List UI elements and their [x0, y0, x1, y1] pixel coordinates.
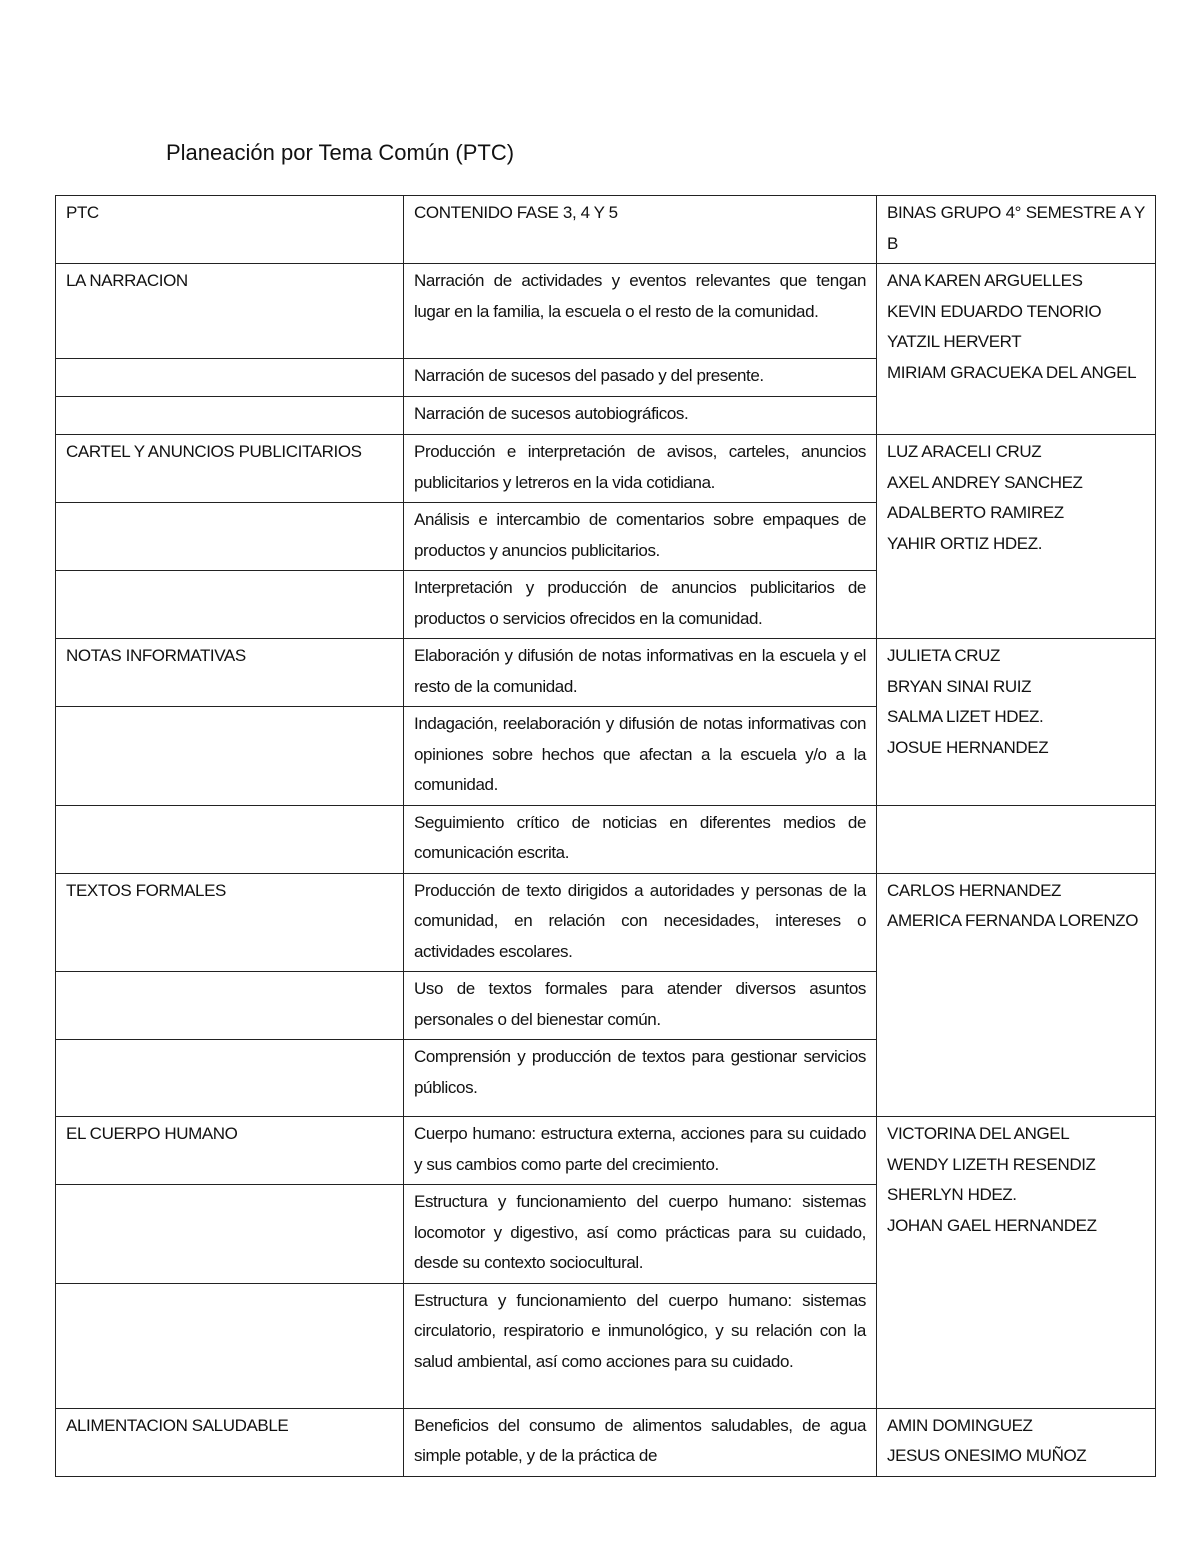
topic-cell: CARTEL Y ANUNCIOS PUBLICITARIOS [56, 435, 404, 503]
group-cell-empty [877, 805, 1156, 873]
student-name: YAHIR ORTIZ HDEZ. [887, 533, 1043, 553]
student-name: KEVIN EDUARDO TENORIO [887, 301, 1102, 321]
student-name: SHERLYN HDEZ. [887, 1185, 1017, 1204]
topic-cell: ALIMENTACION SALUDABLE [56, 1408, 404, 1476]
content-cell: Comprensión y producción de textos para gestionar servicios públicos. [404, 1040, 877, 1117]
content-cell: Narración de actividades y eventos relevantes que tengan lugar en la familia, la escuela o el resto de la comunidad. [404, 264, 877, 359]
page-title: Planeación por Tema Común (PTC) [166, 140, 515, 165]
student-name: ADALBERTO RAMIREZ [887, 503, 1064, 522]
content-cell: Seguimiento crítico de noticias en diferentes medios de comunicación escrita. [404, 805, 877, 873]
content-cell: Estructura y funcionamiento del cuerpo humano: sistemas locomotor y digestivo, así como prácticas para su cuidado, desde su contexto sociocultural. [404, 1185, 877, 1284]
student-name: JOHAN GAEL HERNANDEZ [887, 1215, 1097, 1235]
student-name: VICTORINA DEL ANGEL [887, 1124, 1070, 1143]
content-cell: Elaboración y difusión de notas informativas en la escuela y el resto de la comunidad. [404, 639, 877, 707]
content-cell: Indagación, reelaboración y difusión de notas informativas con opiniones sobre hechos que afectan a la escuela y/o a la comunidad. [404, 707, 877, 806]
group-cell-cuerpo [877, 1117, 1156, 1409]
content-cell: Producción e interpretación de avisos, carteles, anuncios publicitarios y letreros en la vida cotidiana. [404, 435, 877, 503]
student-name: AXEL ANDREY SANCHEZ [887, 472, 1083, 492]
table-header-row [56, 196, 1156, 264]
student-name: AMIN DOMINGUEZ [887, 1415, 1033, 1435]
topic-cell [56, 503, 404, 571]
ptc-table [55, 195, 1156, 1477]
topic-cell [56, 359, 404, 397]
student-name: MIRIAM GRACUEKA DEL ANGEL [887, 362, 1137, 382]
group-cell-narracion [877, 264, 1156, 435]
student-name: SALMA LIZET HDEZ. [887, 707, 1044, 726]
content-cell: Análisis e intercambio de comentarios sobre empaques de productos y anuncios publicitarios. [404, 503, 877, 571]
student-name: YATZIL HERVERT [887, 332, 1022, 351]
topic-cell [56, 571, 404, 639]
content-cell: Uso de textos formales para atender diversos asuntos personales o del bienestar común. [404, 972, 877, 1040]
table-row [56, 873, 1156, 972]
group-cell-cartel [877, 435, 1156, 639]
topic-cell: NOTAS INFORMATIVAS [56, 639, 404, 707]
topic-cell: EL CUERPO HUMANO [56, 1117, 404, 1185]
group-cell-notas [877, 639, 1156, 806]
student-name: JESUS ONESIMO MUÑOZ [887, 1446, 1087, 1465]
header-ptc: PTC [56, 196, 404, 264]
student-name: BRYAN SINAI RUIZ [887, 676, 1032, 696]
student-name: WENDY LIZETH RESENDIZ [887, 1154, 1096, 1174]
header-contenido: CONTENIDO FASE 3, 4 Y 5 [404, 196, 877, 264]
table-row [56, 435, 1156, 503]
table-row [56, 264, 1156, 359]
topic-cell [56, 707, 404, 806]
content-cell: Interpretación y producción de anuncios publicitarios de productos o servicios ofrecidos en la comunidad. [404, 571, 877, 639]
header-binas: BINAS GRUPO 4° SEMESTRE A Y B [877, 196, 1156, 264]
topic-cell: TEXTOS FORMALES [56, 873, 404, 972]
group-cell-alimentacion [877, 1408, 1156, 1476]
content-cell: Producción de texto dirigidos a autoridades y personas de la comunidad, en relación con necesidades, intereses o actividades escolares. [404, 873, 877, 972]
table-row [56, 1408, 1156, 1476]
topic-cell [56, 1283, 404, 1408]
topic-cell [56, 805, 404, 873]
topic-cell [56, 972, 404, 1040]
topic-cell [56, 397, 404, 435]
topic-cell [56, 1040, 404, 1117]
content-cell: Narración de sucesos del pasado y del presente. [404, 359, 877, 397]
student-name: JOSUE HERNANDEZ [887, 737, 1049, 757]
topic-cell [56, 1185, 404, 1284]
table-row [56, 805, 1156, 873]
table-row [56, 1117, 1156, 1185]
student-name: LUZ ARACELI CRUZ [887, 442, 1042, 461]
topic-cell: LA NARRACION [56, 264, 404, 359]
content-cell: Narración de sucesos autobiográficos. [404, 397, 877, 435]
table-row [56, 639, 1156, 707]
group-cell-textos [877, 873, 1156, 1117]
student-name: AMERICA FERNANDA LORENZO [887, 911, 1139, 930]
content-cell: Cuerpo humano: estructura externa, acciones para su cuidado y sus cambios como parte del crecimiento. [404, 1117, 877, 1185]
student-name: ANA KAREN ARGUELLES [887, 271, 1083, 290]
student-name: JULIETA CRUZ [887, 646, 1000, 665]
student-name: CARLOS HERNANDEZ [887, 880, 1062, 900]
content-cell: Beneficios del consumo de alimentos saludables, de agua simple potable, y de la práctica de [404, 1408, 877, 1476]
content-cell: Estructura y funcionamiento del cuerpo humano: sistemas circulatorio, respiratorio e inmunológico, y su relación con la salud ambiental, así como acciones para su cuidado. [404, 1283, 877, 1408]
